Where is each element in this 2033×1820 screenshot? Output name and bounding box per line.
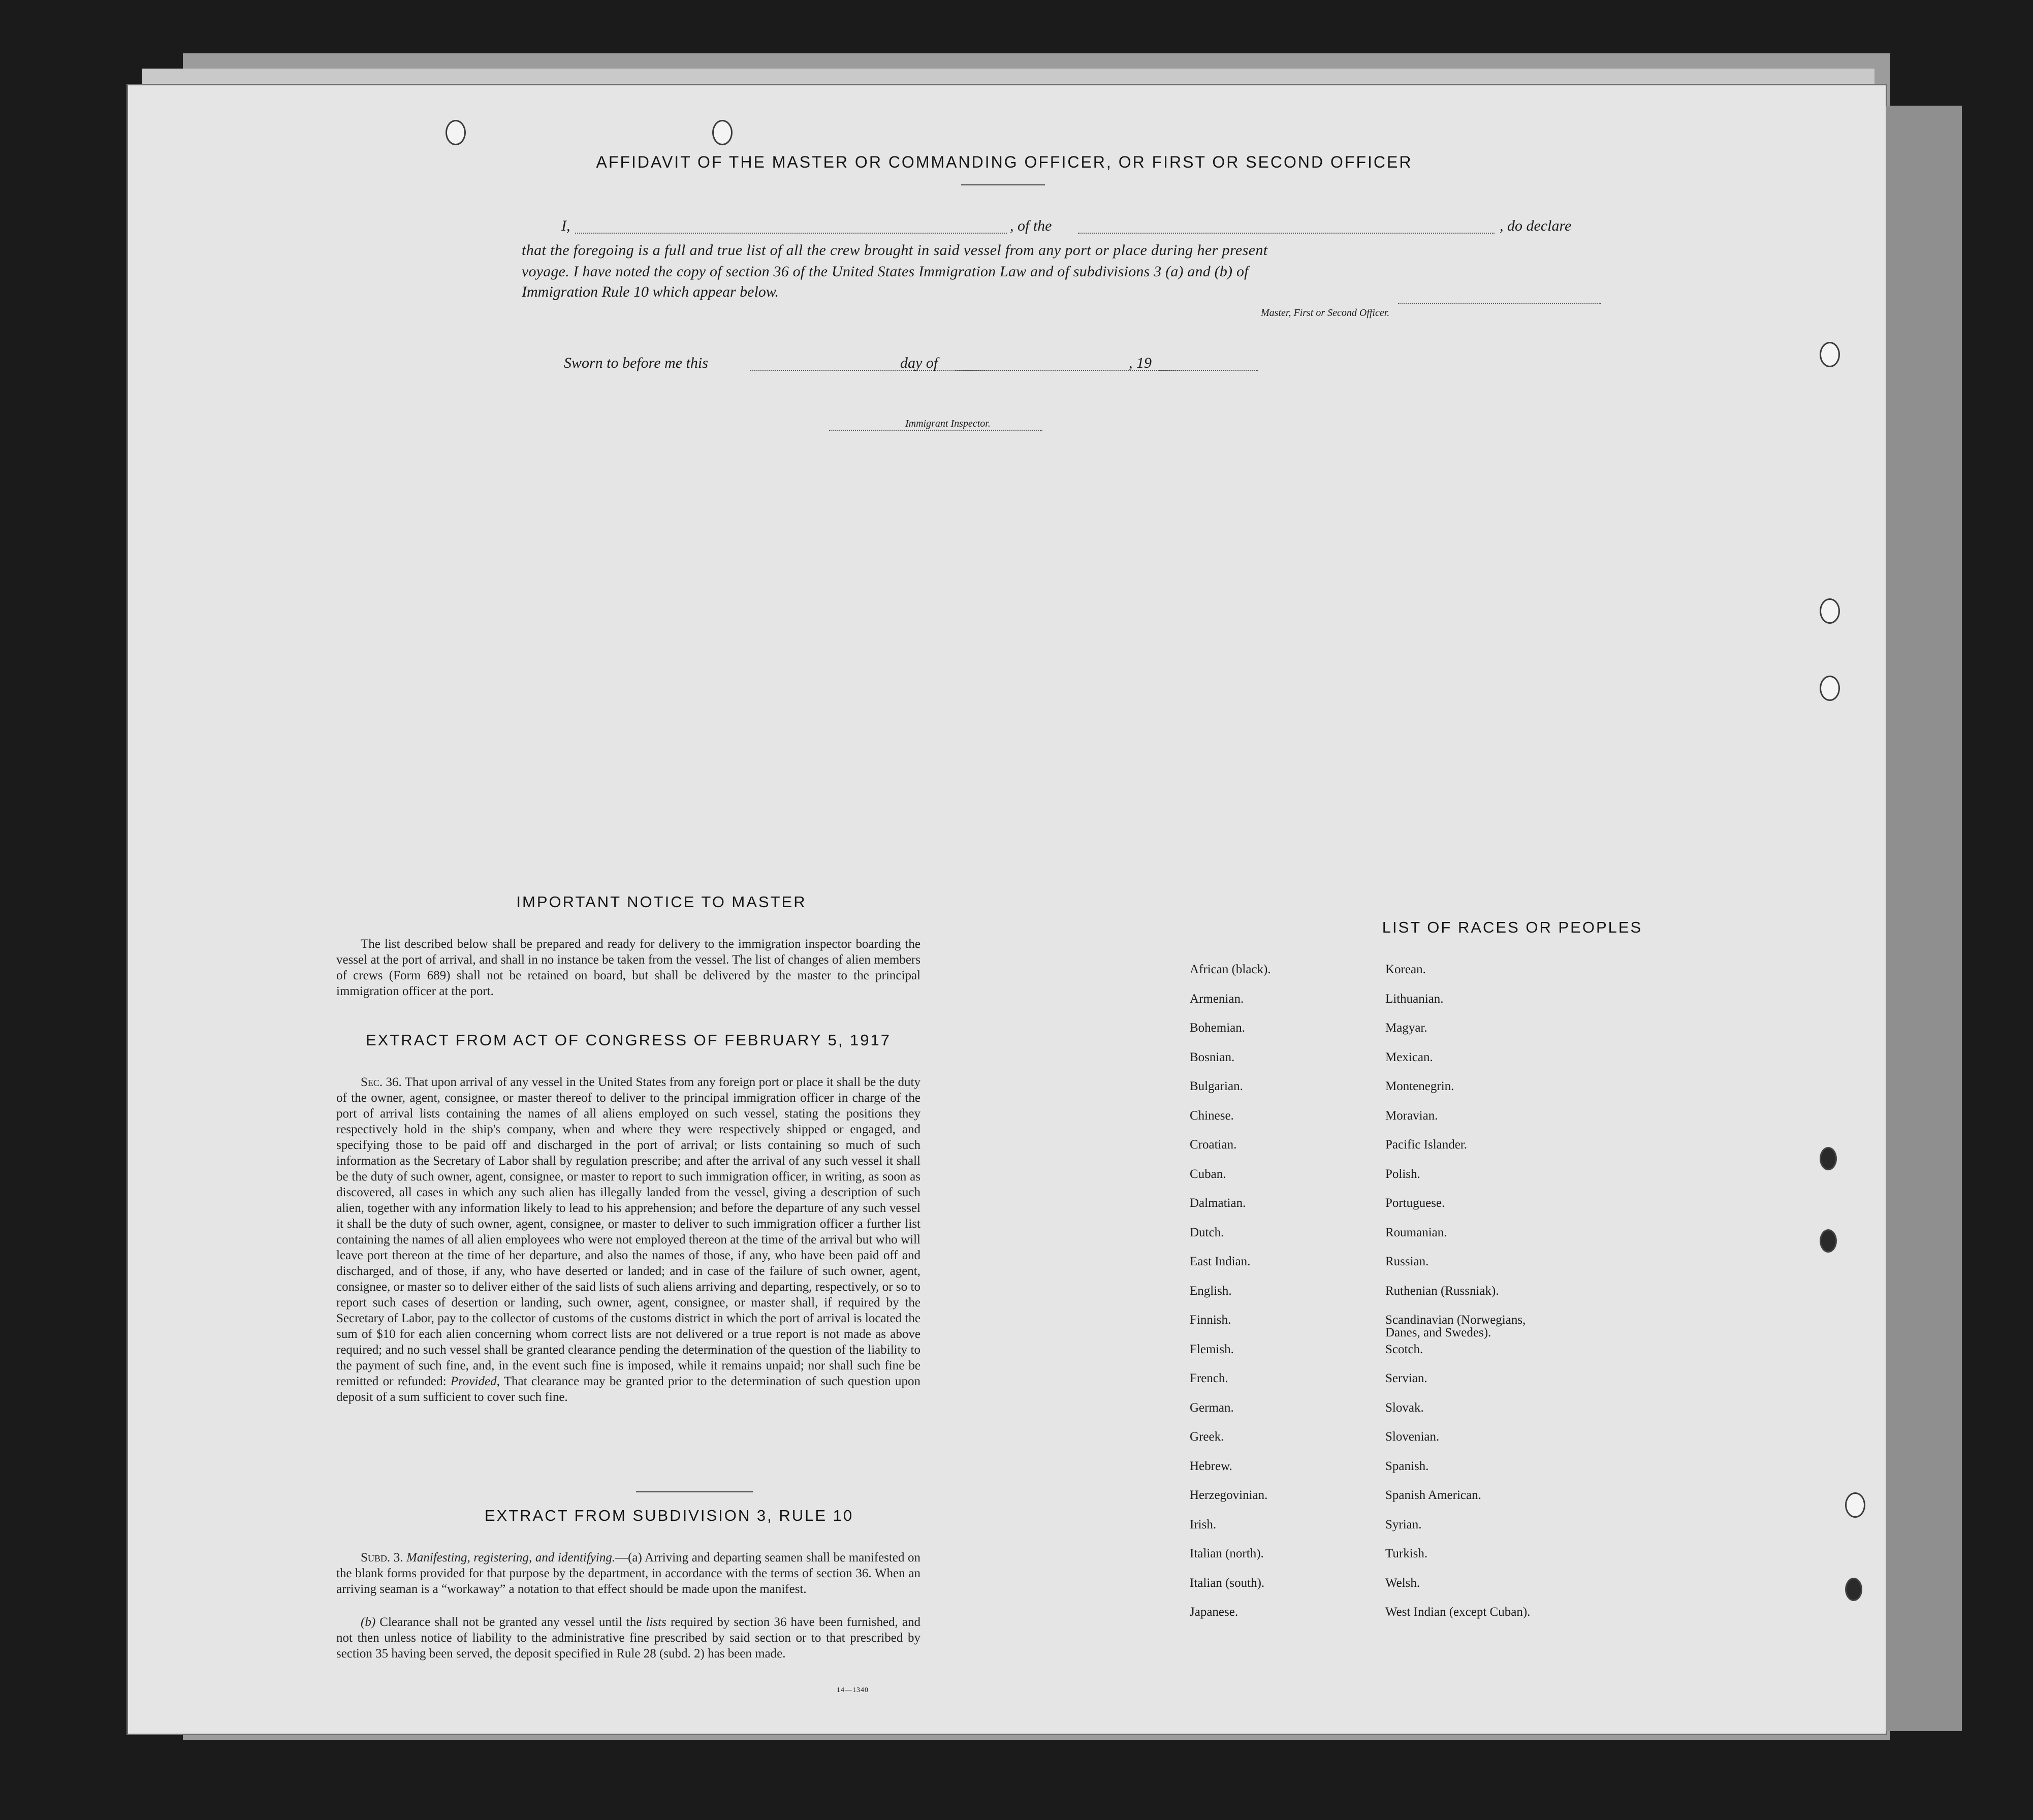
race-entry: Slovak. — [1385, 1400, 1424, 1415]
declaration-suffix: , do declare — [1500, 217, 1572, 234]
declaration-line-2: that the foregoing is a full and true list of all the crew brought in said vessel from any port or place during her present — [522, 242, 1268, 259]
sworn-mid: day of — [900, 355, 938, 371]
race-entry: Slovenian. — [1385, 1430, 1440, 1444]
race-entry: Irish. — [1190, 1517, 1217, 1531]
race-entry: African (black). — [1190, 963, 1271, 976]
race-entry: Croatian. — [1190, 1138, 1237, 1152]
race-entry: Lithuanian. — [1385, 992, 1444, 1006]
race-entry: Welsh. — [1385, 1576, 1420, 1590]
races-list-right — [1385, 963, 1530, 1635]
race-entry: Roumanian. — [1385, 1225, 1447, 1239]
subd-b-lists: lists — [646, 1615, 666, 1629]
race-entry: Bohemian. — [1190, 1021, 1246, 1035]
rule-subd-b — [336, 1614, 920, 1662]
race-entry: Russian. — [1385, 1255, 1429, 1268]
race-entry: Spanish. — [1385, 1459, 1429, 1473]
title-rule — [961, 184, 1045, 185]
race-entry: Portuguese. — [1385, 1196, 1445, 1210]
sworn-suffix: , 19 — [1129, 355, 1152, 371]
race-entry: Finnish. — [1190, 1313, 1231, 1327]
race-entry: Herzegovinian. — [1190, 1488, 1268, 1502]
race-entry: Servian. — [1385, 1371, 1427, 1385]
punch-hole-icon — [1820, 1229, 1837, 1253]
race-entry: Greek. — [1190, 1430, 1224, 1444]
punch-hole-icon — [1820, 1147, 1837, 1170]
provided-label: Provided, — [450, 1375, 500, 1388]
page-edge — [1886, 106, 1962, 1731]
subd-b-label: (b) — [361, 1615, 376, 1629]
race-entry: Syrian. — [1385, 1517, 1422, 1531]
race-entry: Bosnian. — [1190, 1050, 1235, 1064]
punch-hole-icon — [1820, 598, 1840, 624]
race-entry: Bulgarian. — [1190, 1079, 1243, 1093]
race-entry: German. — [1190, 1400, 1234, 1415]
race-entry: Turkish. — [1385, 1547, 1428, 1560]
signature-label: Master, First or Second Officer. — [1261, 307, 1390, 318]
sworn-month-field[interactable] — [954, 370, 1258, 371]
document-page — [128, 85, 1886, 1734]
races-title: LIST OF RACES OR PEOPLES — [1382, 918, 1643, 936]
race-entry: Japanese. — [1190, 1605, 1238, 1619]
form-number: 14—1340 — [837, 1686, 869, 1694]
race-entry: Armenian. — [1190, 992, 1244, 1006]
punch-hole-icon — [1845, 1578, 1862, 1601]
race-entry: Chinese. — [1190, 1108, 1234, 1123]
subd-label: Subd. 3. — [361, 1551, 403, 1564]
rule-extract-rule — [636, 1491, 753, 1492]
race-entry: Scotch. — [1385, 1342, 1423, 1356]
name-field[interactable] — [575, 233, 1007, 234]
subd-a-text: Arriving and departing seamen shall be manifested on the blank forms provided for that purpose by the department, in accordance with the terms of section 36. When an arriving seaman is a “workaway” a notation to that effect should be made upon the manifest. — [336, 1551, 921, 1596]
act-extract-text — [336, 1074, 920, 1405]
section-label: Sec. 36. — [361, 1075, 402, 1089]
declaration-prefix: I, — [561, 217, 570, 234]
race-entry: Dutch. — [1190, 1225, 1224, 1239]
race-entry: French. — [1190, 1371, 1228, 1385]
sworn-prefix: Sworn to before me this — [564, 355, 708, 371]
declaration-mid: , of the — [1010, 217, 1052, 234]
punch-hole-icon — [446, 120, 466, 145]
race-entry: Korean. — [1385, 963, 1426, 976]
race-entry: Mexican. — [1385, 1050, 1433, 1064]
inspector-label: Immigrant Inspector. — [905, 418, 991, 429]
race-entry: Moravian. — [1385, 1108, 1438, 1123]
sworn-year-field[interactable] — [1159, 370, 1190, 371]
race-entry: Italian (south). — [1190, 1576, 1265, 1590]
subd-b-text-2: required by section 36 have been furnished, and not then unless notice of liability to the administrative fine prescribed by said section or to that prescribed by section 35 having been served, the deposit specified in Rule 28 (subd. 2) has been made. — [336, 1615, 921, 1661]
race-entry: Spanish American. — [1385, 1488, 1481, 1502]
race-entry: East Indian. — [1190, 1255, 1251, 1268]
notice-title: IMPORTANT NOTICE TO MASTER — [516, 893, 807, 911]
race-entry: Hebrew. — [1190, 1459, 1232, 1473]
punch-hole-icon — [712, 120, 733, 145]
punch-hole-icon — [1820, 342, 1840, 367]
declaration-line-3: voyage. I have noted the copy of section 36 of the United States Immigration Law and of subdivisions 3 (a) and (b) of — [522, 263, 1249, 280]
rule-extract-title: EXTRACT FROM SUBDIVISION 3, RULE 10 — [484, 1507, 854, 1524]
race-entry: Montenegrin. — [1385, 1079, 1454, 1093]
race-entry: Ruthenian (Russniak). — [1385, 1284, 1499, 1298]
race-entry: Dalmatian. — [1190, 1196, 1246, 1210]
declaration-line-4: Immigration Rule 10 which appear below. — [522, 283, 779, 300]
affidavit-title: AFFIDAVIT OF THE MASTER OR COMMANDING OFFICER, OR FIRST OR SECOND OFFICER — [596, 153, 1413, 171]
race-entry: Flemish. — [1190, 1342, 1234, 1356]
notice-text: The list described below shall be prepared and ready for delivery to the immigration inspector boarding the vessel at the port of arrival, and shall in no instance be taken from the vessel. The list of changes of alien members of crews (Form 689) shall not be retained on board, but shall be delivered by the master to the principal immigration officer at the port. — [336, 937, 920, 998]
act-extract-title: EXTRACT FROM ACT OF CONGRESS OF FEBRUARY 5, 1917 — [365, 1031, 892, 1049]
race-entry: West Indian (except Cuban). — [1385, 1605, 1531, 1619]
subd-b-text-1: Clearance shall not be granted any vessel until the — [379, 1615, 642, 1629]
punch-hole-icon — [1820, 676, 1840, 701]
subd-heading: Manifesting, registering, and identifying. — [406, 1551, 616, 1564]
race-entry: Pacific Islander. — [1385, 1138, 1468, 1152]
races-list-left — [1190, 963, 1271, 1635]
race-entry: Magyar. — [1385, 1021, 1427, 1035]
race-entry: English. — [1190, 1284, 1232, 1298]
section-36-text: That upon arrival of any vessel in the United States from any foreign port or place it shall be the duty of the owner, agent, consignee, or master thereof to deliver to the principal immigration officer in charge of the port of arrival lists containing the names of all aliens employed on such vessel, stating the positions they respectively hold in the ship's company, when and where they were respectively shipped or engaged, and specifying those to be paid off and discharged in the port of arrival; or lists containing so much of such information as the Secretary of Labor shall by regulation prescribe; and after the arrival of any such vessel it shall be the duty of such owner, agent, consignee, or master to report to such immigration officer, in writing, as soon as discovered, all cases in which any such alien has illegally landed from the vessel, giving a description of such alien, together with any information likely to lead to his apprehension; and before the departure of any such vessel it shall be the duty of such owner, agent, consignee, or master to deliver to such immigration officer a further list containing the names of all alien employees who were not employed thereon at the time of the arrival but who will leave port thereon at the time of her departure, and also the names of those, if any, who have been paid off and discharged, and of those, if any, who have deserted or landed; and in case of the failure of such owner, agent, consignee, or master so to deliver either of the said lists of such aliens arriving and departing, respectively, or so to report such cases of desertion or landing, such owner, agent, consignee, or master shall, if required by the Secretary of Labor, pay to the collector of customs of the customs district in which the port of arrival is located the sum of $10 for each alien concerning whom correct lists are not delivered or a true report is not made as above required; and no such vessel shall be granted clearance pending the determination of the question of the liability to the payment of such fine, and, in the event such fine is imposed, while it remains unpaid; nor shall such fine be remitted or refunded: — [336, 1075, 920, 1388]
race-entry: Polish. — [1385, 1167, 1420, 1181]
signature-line[interactable] — [1398, 303, 1601, 304]
inspector-signature-line[interactable] — [829, 430, 1042, 431]
race-entry: Scandinavian (Norwegians, Danes, and Swedes). — [1385, 1313, 1526, 1339]
subd-a-label: —(a) — [615, 1551, 642, 1564]
section-36-text-end: That clearance may be granted prior to the determination of such question upon deposit of a sum sufficient to cover such fine. — [336, 1375, 920, 1404]
vessel-field[interactable] — [1078, 233, 1495, 234]
race-entry: Cuban. — [1190, 1167, 1226, 1181]
race-entry: Italian (north). — [1190, 1547, 1264, 1560]
rule-subd-a — [336, 1550, 920, 1597]
punch-hole-icon — [1845, 1492, 1865, 1518]
